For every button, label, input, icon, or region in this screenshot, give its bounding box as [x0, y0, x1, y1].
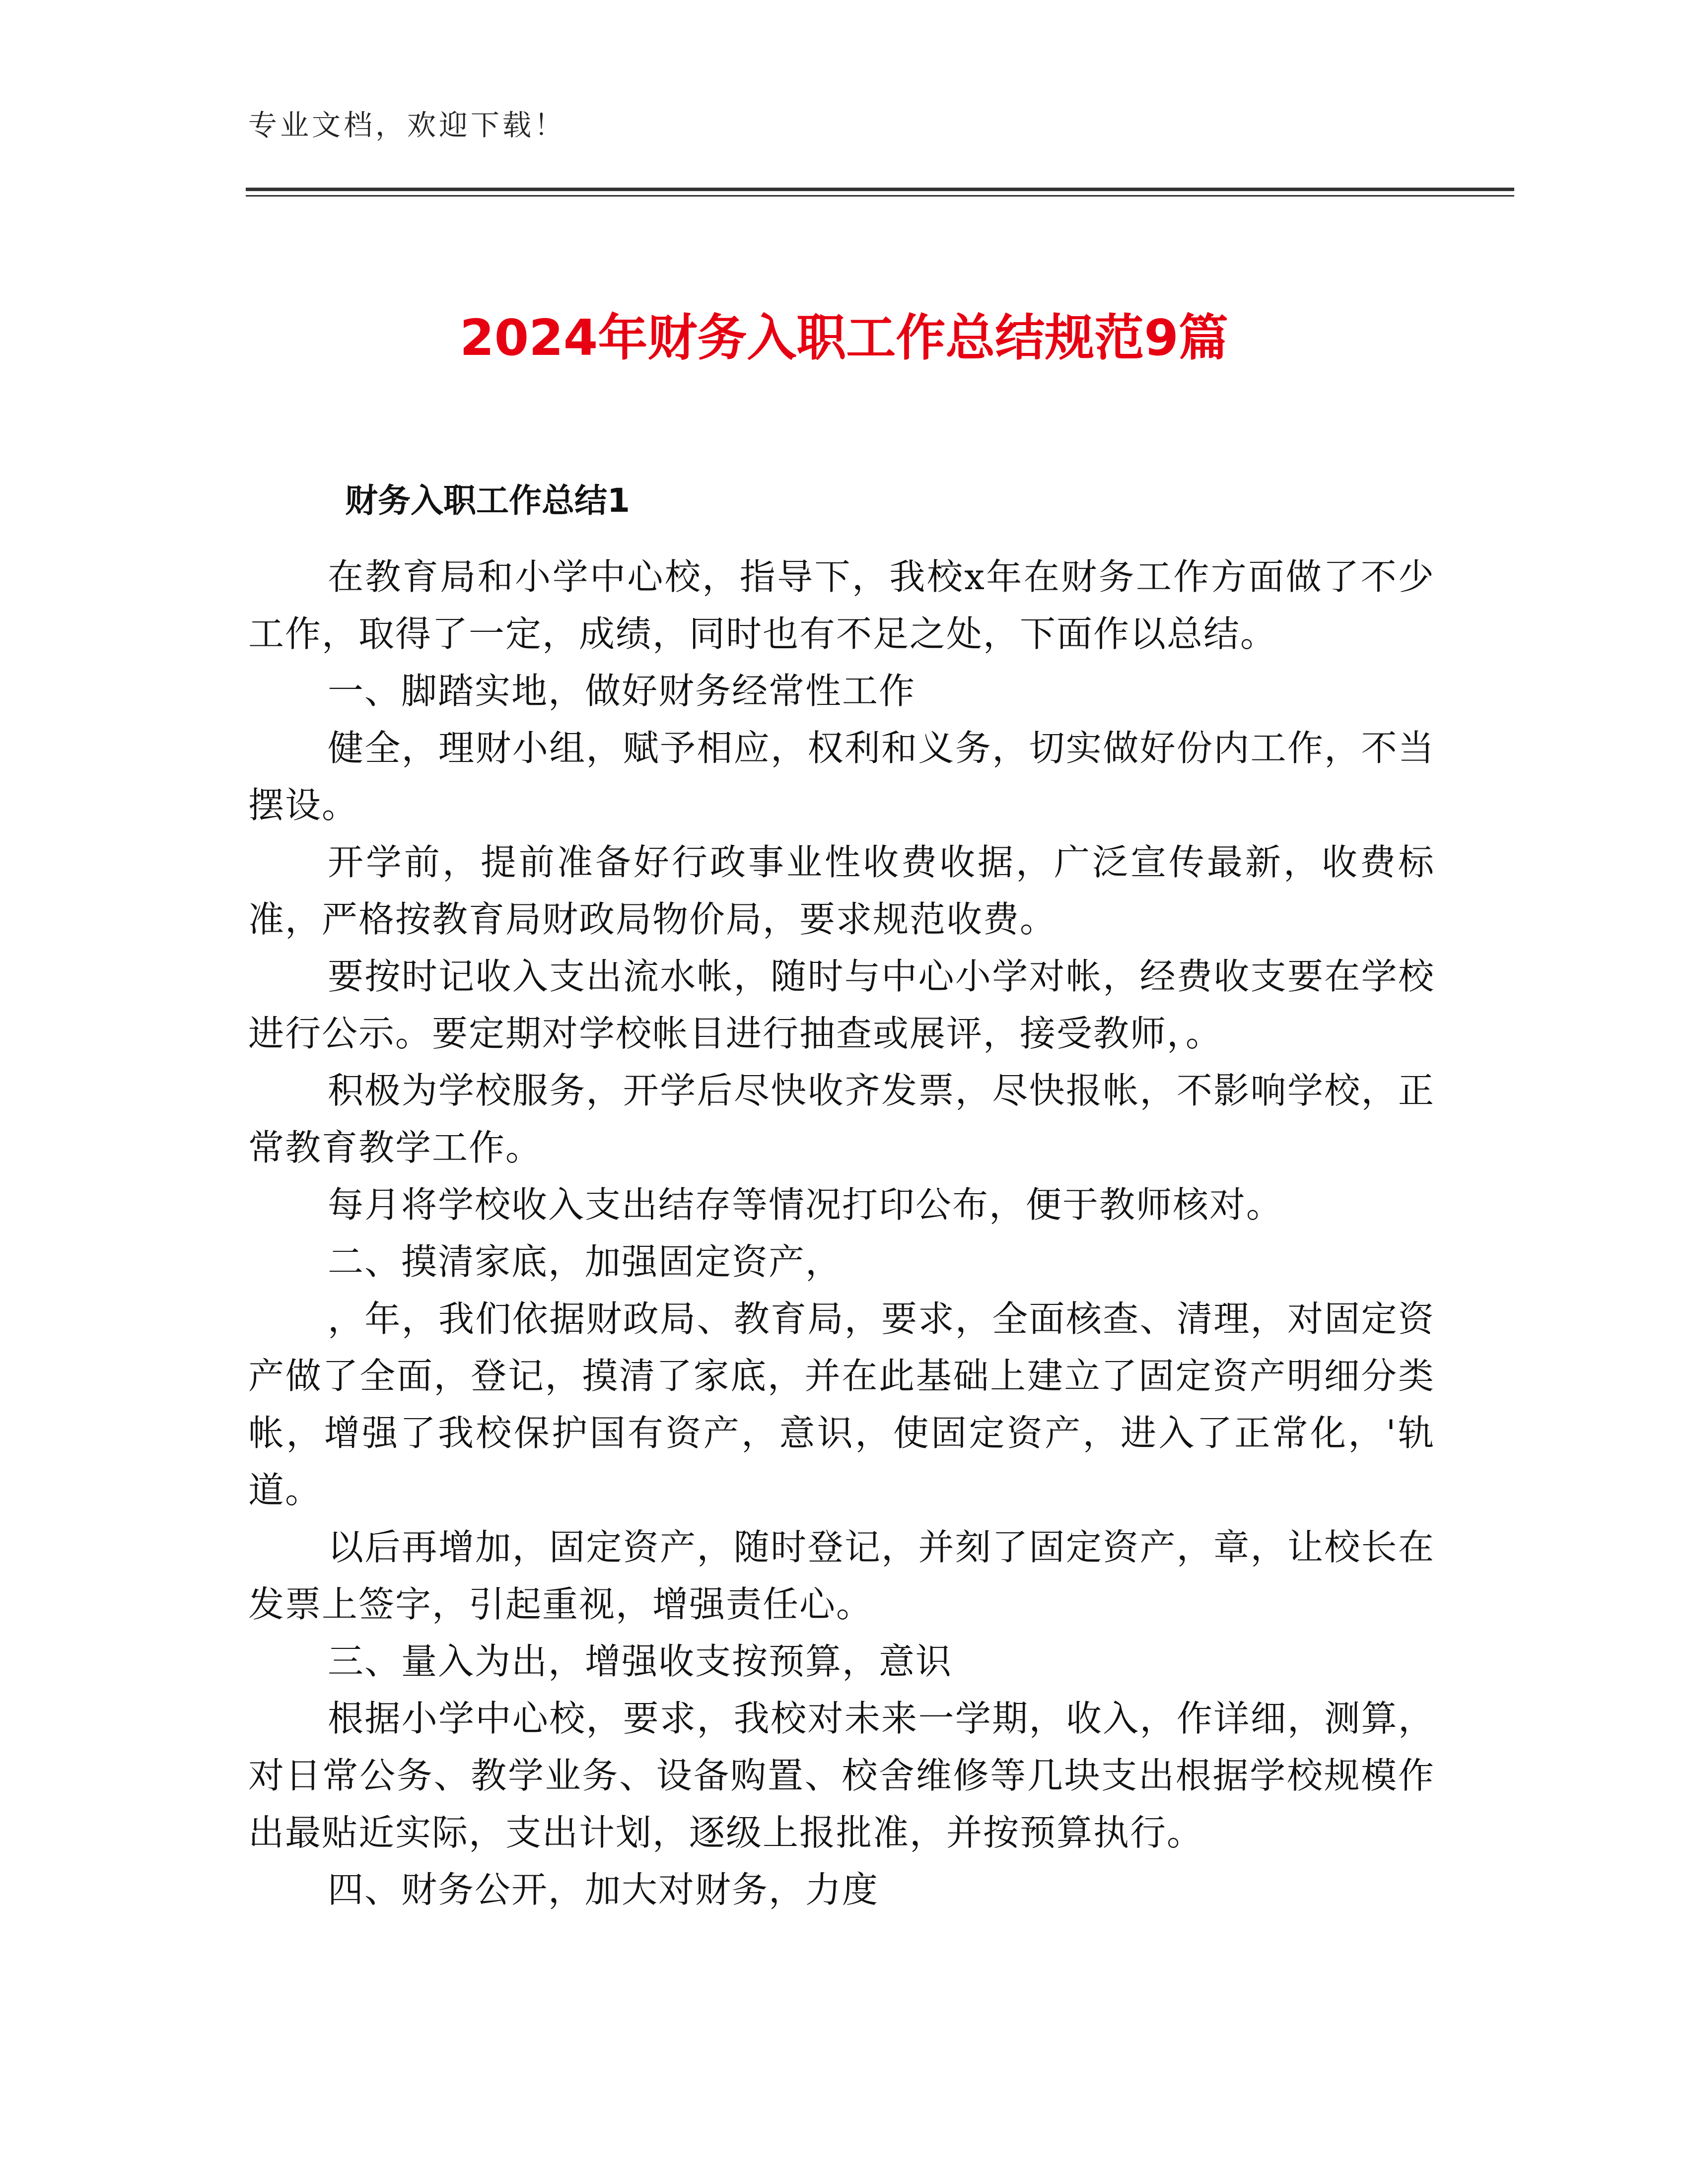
- header-rule-thin: [246, 195, 1514, 197]
- paragraph: 一、脚踏实地，做好财务经常性工作: [328, 670, 916, 712]
- paragraph: 根据小学中心校，要求，我校对未来一学期，收入，作详细，测算，对日常公务、教学业务、设备购置、校舍维修等几块支出根据学校规模作出最贴近实际，支出计划，逐级上报批准，并按预算执行。: [248, 1698, 1435, 1853]
- paragraph: 健全，理财小组，赋予相应，权利和义务，切实做好份内工作，不当摆设。: [248, 727, 1435, 826]
- paragraph: 开学前，提前准备好行政事业性收费收据，广泛宣传最新，收费标准，严格按教育局财政局物价局，要求规范收费。: [248, 841, 1435, 940]
- paragraph: 积极为学校服务，开学后尽快收齐发票，尽快报帐，不影响学校，正常教育教学工作。: [248, 1070, 1435, 1168]
- paragraph: 每月将学校收入支出结存等情况打印公布，便于教师核对。: [328, 1184, 1283, 1226]
- paragraph: 在教育局和小学中心校，指导下，我校x年在财务工作方面做了不少工作，取得了一定，成绩，同时也有不足之处，下面作以总结。: [248, 556, 1435, 655]
- page-header-text: 专业文档，欢迎下载！: [248, 108, 566, 142]
- paragraph: ，年，我们依据财政局、教育局，要求，全面核查、清理，对固定资产做了全面，登记，摸清了家底，并在此基础上建立了固定资产明细分类帐，增强了我校保护国有资产，意识，使固定资产，进入了正常化，'轨道。: [248, 1298, 1435, 1511]
- paragraph: 四、财务公开，加大对财务，力度: [328, 1869, 879, 1911]
- header-rule-thick: [246, 188, 1514, 191]
- document-body: [248, 548, 1435, 1918]
- paragraph: 要按时记收入支出流水帐，随时与中心小学对帐，经费收支要在学校进行公示。要定期对学校帐目进行抽查或展评，接受教师，。: [248, 956, 1435, 1054]
- section-heading: 财务入职工作总结1: [345, 481, 630, 520]
- paragraph: 二、摸清家底，加强固定资产，: [328, 1241, 843, 1283]
- paragraph: 三、量入为出，增强收支按预算，意识: [328, 1640, 953, 1682]
- paragraph: 以后再增加，固定资产，随时登记，并刻了固定资产，章，让校长在发票上签字，引起重视，增强责任心。: [248, 1526, 1435, 1625]
- document-title: 2024年财务入职工作总结规范9篇: [460, 309, 1228, 367]
